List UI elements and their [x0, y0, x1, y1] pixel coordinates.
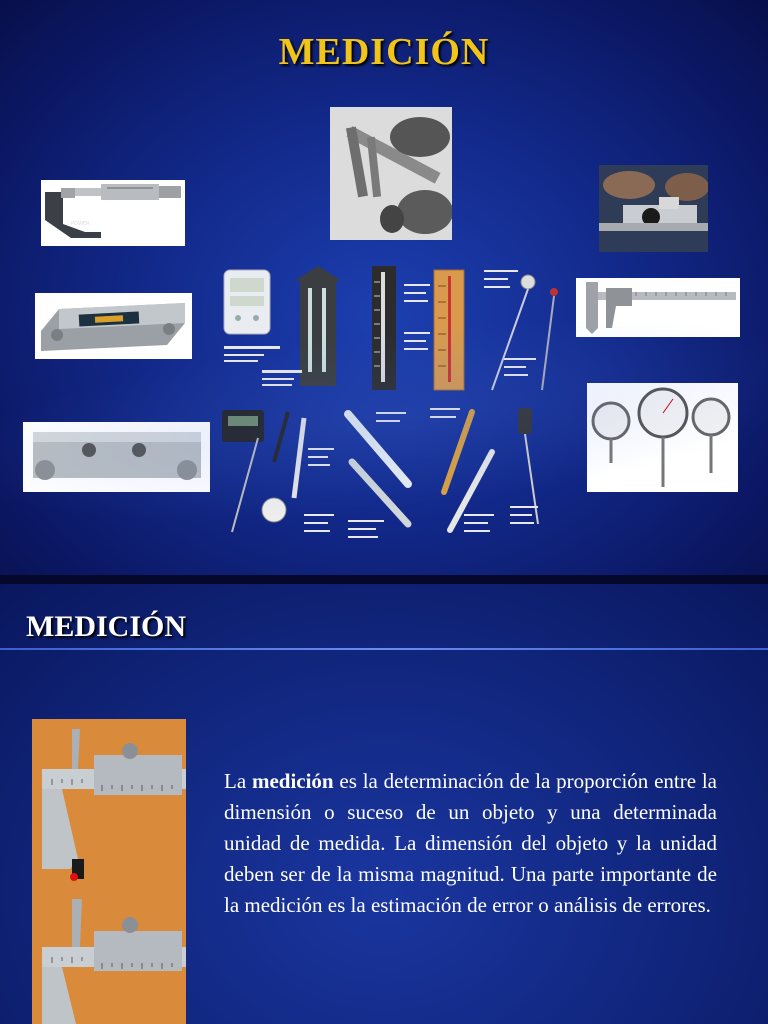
definition-paragraph — [224, 766, 717, 921]
vernier-caliper-photo — [576, 278, 740, 337]
caliper-closeup-photo — [599, 165, 708, 252]
thermometer-catalog-illustration — [218, 262, 572, 542]
paragraph-lead: La — [224, 769, 252, 793]
paragraph-rest: es la determinación de la proporción entre la dimensión o suceso de un objeto y una determinada unidad de medida. La dimensión del objeto y la unidad deben ser de la misma magnitud. Una parte importante de la medición es la estimación de error o análisis de errores. — [224, 769, 717, 917]
micrometer-photo — [41, 180, 185, 246]
slide-divider — [0, 575, 768, 584]
spirit-level-photo — [35, 293, 192, 359]
slide-2 — [0, 584, 768, 1024]
paragraph-highlight: medición — [251, 769, 334, 793]
svg-text:POWER: POWER — [71, 221, 90, 227]
caliper-measurement-photo — [32, 719, 186, 1024]
title-rule — [0, 648, 768, 650]
dial-indicators-photo — [587, 383, 738, 492]
slide-1-title: MEDICIÓN — [278, 31, 490, 73]
steel-block-photo — [23, 422, 210, 492]
caliper-in-hands-photo — [330, 107, 452, 240]
slide-2-title: MEDICIÓN — [26, 610, 187, 643]
